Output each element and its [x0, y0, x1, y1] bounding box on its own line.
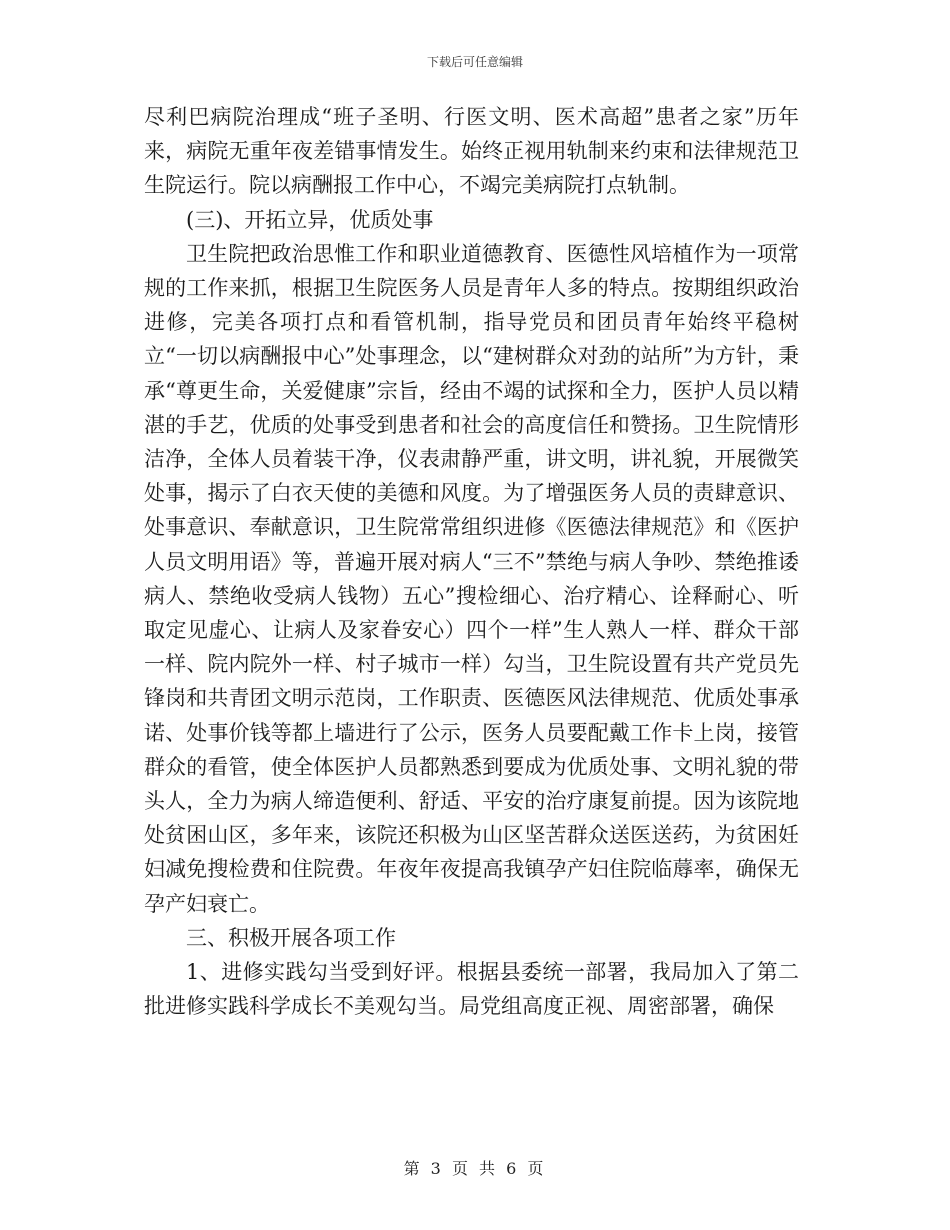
page-header: 下载后可任意编辑: [426, 55, 523, 69]
document-body: [144, 100, 799, 1023]
page-number: 第 3 页 共 6 页: [403, 1159, 547, 1178]
section-heading: 三、积极开展各项工作: [186, 925, 396, 950]
section-heading: (三)、开拓立异，优质处事: [186, 207, 434, 232]
paragraph: 卫生院把政治思惟工作和职业道德教育、医德性风培植作为一项常规的工作来抓，根据卫生院医务人员是青年人多的特点。按期组织政治进修，完美各项打点和看管机制，指导党员和团员青年始终平稳树立“一切以病酬报中心”处事理念，以“建树群众对劲的站所”为方针，秉承“尊更生命，关爱健康”宗旨，经由不竭的试探和全力，医护人员以精湛的手艺，优质的处事受到患者和社会的高度信任和赞扬。卫生院情形洁净，全体人员着装干净，仪表肃静严重，讲文明，讲礼貌，开展微笑处事，揭示了白衣天使的美德和风度。为了增强医务人员的责肆意识、处事意识、奉献意识，卫生院常常组织进修《医德法律规范》和《医护人员文明用语》等，普遍开展对病人“三不”禁绝与病人争吵、禁绝推诿病人、禁绝收受病人钱物）五心”搜检细心、治疗精心、诠释耐心、听取定见虚心、让病人及家眷安心）四个一样”生人熟人一样、群众干部一样、院内院外一样、村子城市一样）勾当，卫生院设置有共产党员先锋岗和共青团文明示范岗，工作职责、医德医风法律规范、优质处事承诺、处事价钱等都上墙进行了公示，医务人员要配戴工作卡上岗，接管群众的看管，使全体医护人员都熟悉到要成为优质处事、文明礼貌的带头人，全力为病人缔造便利、舒适、平安的治疗康复前提。因为该院地处贫困山区，多年来，该院还积极为山区坚苦群众送医送药，为贫困妊妇减免搜检费和住院费。年夜年夜提高我镇孕产妇住院临蓐率，确保无孕产妇衰亡。: [144, 241, 799, 916]
paragraph: 1、进修实践勾当受到好评。根据县委统一部署，我局加入了第二批进修实践科学成长不美观勾当。局党组高度正视、周密部署，确保: [144, 960, 799, 1019]
paragraph: 尽利巴病院治理成“班子圣明、行医文明、医术高超”患者之家”历年来，病院无重年夜差错事情发生。始终正视用轨制来约束和法律规范卫生院运行。院以病酬报工作中心，不竭完美病院打点轨制。: [144, 105, 799, 198]
